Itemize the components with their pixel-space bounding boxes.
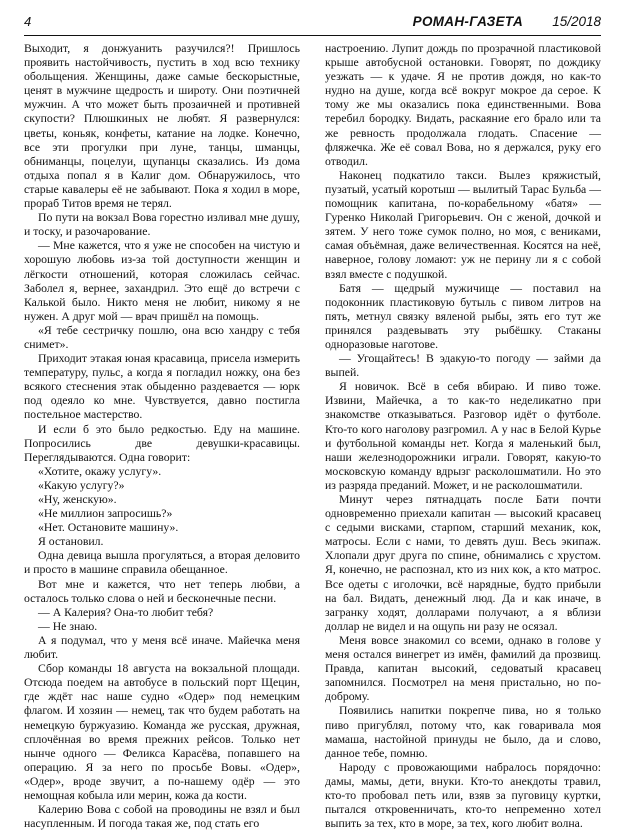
paragraph: «Нет. Остановите машину». <box>38 521 179 535</box>
paragraph: Меня вовсе знакомил со всеми, однако в голове у меня остался винегрет из имён, фамилий да прозвищ. Правда, капитан высокий, седоватый красавец запомнился. Посмотрел на меня пристально, но по-доброму. <box>325 633 601 704</box>
paragraph: Появились напитки покрепче пива, но я только пиво пригублял, потому что, как говаривала моя мамаша, настойной принуды не было, да и слово, данное тебе, помню. <box>325 704 601 760</box>
paragraph: Одна девица вышла прогуляться, а вторая деловито и просто в машине справила обещанное. <box>24 549 300 577</box>
paragraph: Выходит, я донжуанить разучился?! Пришлось проявить настойчивость, пустить в ход всю технику обольщения. Женщины, даже самые бескорыстные, ценят в мужчине щедрость и широту. Они поэтичней мужчин. А что может быть прозаичней и противней скупости? Плюшкиных не любят. Я развернулся: цветы, коньяк, конфеты, катание на лодке. Конечно, все эти прогулки при луне, танцы, шманцы, обниманцы, поцелуи, щупанцы сказались. Из дома отдыха попал я в Калиг дом. Обнаружилось, что старые кавалеры её не забывают. Пока я ходил в море, прораб Титов время не терял. <box>24 42 300 211</box>
paragraph: — А Калерия? Она-то любит тебя? <box>38 605 214 619</box>
paragraph: Наконец подкатило такси. Вылез кряжистый, пузатый, усатый коротыш — вылитый Тарас Бульба — помощник капитана, по-корабельному «батя» — Гуренко Николай Григорьевич. Он с женой, дочкой и зятем. У него тоже сумок полно, но моя, с вениками, самая объёмная, даже величественная. Косятся на неё, наверное, голову ломают: уж не перину ли я с собой взял вместе с подушкой. <box>325 168 601 281</box>
paragraph: Калерию Вова с собой на проводины не взял и был насупленным. И погода такая же, под стать его <box>24 803 300 831</box>
paragraph: Сбор команды 18 августа на вокзальной площади. Отсюда поедем на автобусе в польский порт Щецин, где ждёт нас наше судно «Одер» под немецким флагом. И хозяин — немец, так что будем работать на немецкую буржуазию. Команда же русская, дружная, сплочённая во время прежних рейсов. Только нет нынче одного — Феликса Карасёва, попавшего на операцию. Я за него по просьбе Вовы. «Одер», «Одер», вроде звучит, а по-нашему одёр — это немощная кобыла или мерин, кожа да кости. <box>24 662 300 802</box>
paragraph: — Не знаю. <box>38 619 98 633</box>
paragraph: Я новичок. Всё в себя вбираю. И пиво тоже. Извини, Майечка, а то как-то неделикатно при знакомстве отказываться. Разговор идёт о футболе. Кто-то кого наголову разгромил. А у нас в Белой Курье и футбольной команды нет. Когда я маленький был, наши железнодорожники играли. Говорят, какую-то московскую команду вдрызг расколошматили. Но это из разряда преданий. Может, и не расколошматили. <box>325 380 601 492</box>
paragraph: Батя — щедрый мужичище — поставил на подоконник пластиковую бутыль с пивом литров на пять, метнул связку вяленой рыбы, зять его тут же принялся раздевывать эту рыбёшку. Стаканы одноразовые наготове. <box>325 281 601 351</box>
paragraph: Вот мне и кажется, что нет теперь любви, а осталось только слова о ней и бесконечные песни. <box>24 577 300 605</box>
paragraph: Я остановил. <box>38 535 104 549</box>
page-number: 4 <box>24 14 32 29</box>
header-rule <box>24 35 601 36</box>
paragraph: «Я тебе сестричку пошлю, она всю хандру с тебя снимет». <box>24 323 300 351</box>
paragraph: — Мне кажется, что я уже не способен на чистую и хорошую любовь из-за той доступности женщин и лёгкости отношений, которая сложилась сейчас. Заболел я, вернее, захандрил. Это ещё до встречи с Калькой было. Никто меня не любит, никому я не нужен. А друг мой — врач пришёл на помощь. <box>24 239 300 323</box>
publication-name: РОМАН-ГАЗЕТА <box>412 14 523 29</box>
right-column <box>325 42 601 831</box>
paragraph: «Хотите, окажу услугу». <box>38 464 162 478</box>
paragraph: настроению. Лупит дождь по прозрачной пластиковой крыше автобусной остановки. Говорят, по дождику уезжать — к удаче. Я не против дождя, но как-то нудно на душе, когда всё вокруг мокрое да серое. К тому же мы оказались пока единственными. Вова теребил бородку. Видать, раскаяние его брало или та же ревность продолжала глодать. Спасение — фляжечка. Же её совал Вова, но я держался, руку его отводил. <box>325 42 601 168</box>
paragraph: «Какую услугу?» <box>38 478 125 492</box>
paragraph: — Угощайтесь! В эдакую-то погоду — займи да выпей. <box>325 352 601 380</box>
paragraph: А я подумал, что у меня всё иначе. Майечка меня любит. <box>24 633 300 662</box>
page-header <box>24 14 601 34</box>
paragraph: Приходит этакая юная красавица, присела измерить температуру, пульс, а когда я погладил ножку, она без всякого стеснения этак обыденно раздевается — юрк под одеяло ко мне. Чувствуется, давно постигла постельное мастерство. <box>24 352 300 422</box>
left-column <box>24 42 300 831</box>
paragraph: «Не миллион запросишь?» <box>38 507 173 521</box>
paragraph: Народу с провожающими набралось порядочно: дамы, мамы, дети, внуки. Кто-то анекдоты травил, кто-то пробовал петь или, взяв за пуговицу куртки, пытался откровенничать, кто-то непременно хотел выпить за тех, кто в море, за тех, кого любит волна. <box>325 760 601 831</box>
paragraph: «Ну, женскую». <box>38 493 117 506</box>
paragraph: По пути на вокзал Вова горестно изливал мне душу, и тоску, и разочарование. <box>24 211 300 239</box>
paragraph: Минут через пятнадцать после Бати почти одновременно приехали капитан — высокий красавец с седыми висками, старпом, старший механик, кок, матросы. Если с нами, то девять душ. Весь экипаж. Хлопали друг друга по спине, обнимались с хрустом. Я, конечно, не распознал, кто из них кок, а кто матрос. Все одеты с иголочки, всё нарядные, будто прибыли на бал. Видать, денежный люд. Да и как иначе, в загранку ходят, долларами получают, а я вблизи доллар не видел и на ощупь ни разу не осязал. <box>325 493 601 633</box>
issue-number: 15/2018 <box>552 14 601 29</box>
paragraph: И если б это было редкостью. Еду на машине. Попросились две девушки-красавицы. Переглядываются. Одна говорит: <box>24 422 300 464</box>
